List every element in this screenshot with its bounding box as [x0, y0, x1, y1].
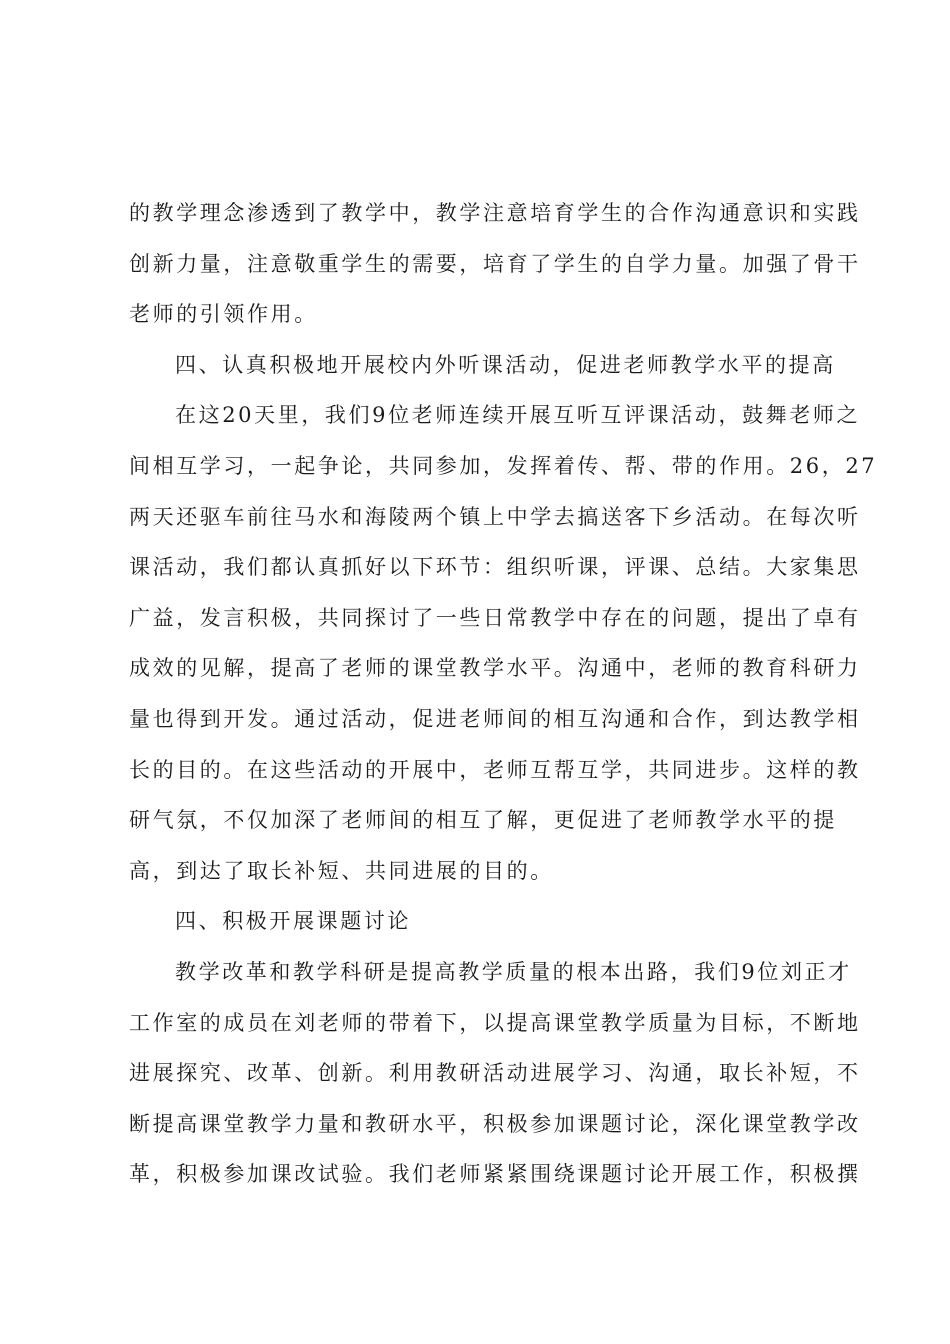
text-line: 高，到达了取长补短、共同进展的目的。 — [129, 858, 554, 883]
text-line: 革，积极参加课改试验。我们老师紧紧围绕课题讨论开展工作，积极撰 — [129, 1162, 861, 1187]
text-line: 老师的引领作用。 — [129, 302, 318, 327]
text-line: 量也得到开发。通过活动，促进老师间的相互沟通和合作，到达教学相 — [129, 706, 861, 731]
text-line: 长的目的。在这些活动的开展中，老师互帮互学，共同进步。这样的教 — [129, 757, 861, 782]
text-line: 间相互学习，一起争论，共同参加，发挥着传、帮、带的作用。26，27 — [129, 453, 878, 478]
text-line: 在这20天里，我们9位老师连续开展互听互评课活动，鼓舞老师之 — [175, 403, 861, 428]
section-heading: 四、积极开展课题讨论 — [175, 909, 411, 934]
text-line: 成效的见解，提高了老师的课堂教学水平。沟通中，老师的教育科研力 — [129, 656, 861, 681]
text-line: 进展探究、改革、创新。利用教研活动进展学习、沟通，取长补短，不 — [129, 1061, 861, 1086]
section-heading: 四、认真积极地开展校内外听课活动，促进老师教学水平的提高 — [175, 352, 836, 377]
document-body — [129, 188, 878, 1200]
text-line: 的教学理念渗透到了教学中，教学注意培育学生的合作沟通意识和实践 — [129, 201, 861, 225]
text-line: 断提高课堂教学力量和教研水平，积极参加课题讨论，深化课堂教学改 — [129, 1111, 861, 1136]
text-line: 两天还驱车前往马水和海陵两个镇上中学去搞送客下乡活动。在每次听 — [129, 504, 861, 529]
text-line: 广益，发言积极，共同探讨了一些日常教学中存在的问题，提出了卓有 — [129, 605, 861, 630]
text-line: 教学改革和教学科研是提高教学质量的根本出路，我们9位刘正才 — [175, 959, 852, 984]
text-line: 研气氛，不仅加深了老师间的相互了解，更促进了老师教学水平的提 — [129, 808, 837, 833]
text-line: 课活动，我们都认真抓好以下环节：组织听课，评课、总结。大家集思 — [129, 555, 861, 580]
text-line: 工作室的成员在刘老师的带着下，以提高课堂教学质量为目标，不断地 — [129, 1010, 861, 1035]
text-line: 创新力量，注意敬重学生的需要，培育了学生的自学力量。加强了骨干 — [129, 251, 861, 276]
